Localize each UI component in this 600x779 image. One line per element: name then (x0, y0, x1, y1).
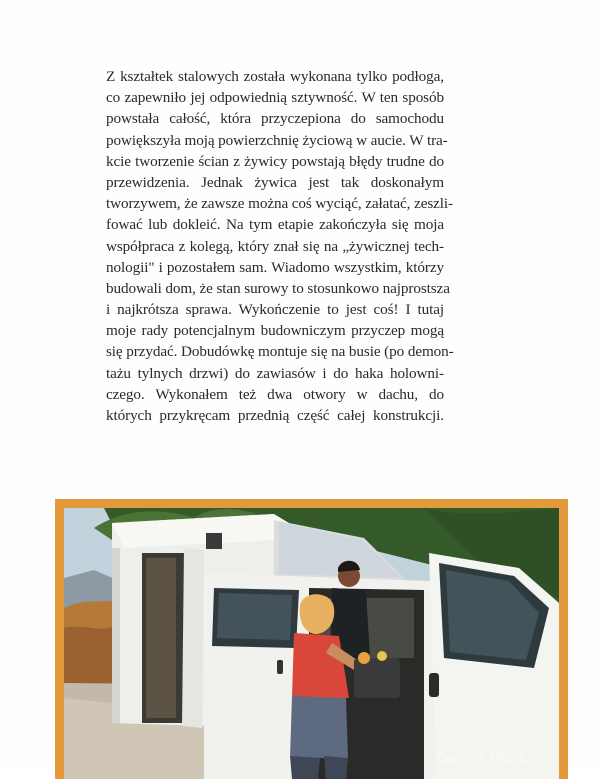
text-line: fować lub dokleić. Na tym etapie zakończyła się moja (106, 216, 444, 234)
van-photo-illustration (64, 508, 559, 779)
text-line: kcie tworzenie ścian z żywicy powstają błędy trudne do (106, 152, 444, 170)
text-line: się przydać. Dobudówkę montuje się na busie (po demon- (106, 343, 454, 361)
text-line: moje rady potencjalnym budowniczym przyczep mogą (106, 322, 444, 340)
text-line: powiększyła moją powierzchnię życiową w aucie. W tra- (106, 131, 448, 149)
text-line: współpraca z kolegą, który znał się na „żywicznej tech- (106, 237, 444, 255)
van-photo (64, 508, 559, 779)
text-line: tworzywem, że zawsze można coś wyciąć, załatać, zeszli- (106, 195, 453, 213)
text-line: przewidzenia. Jednak żywica jest tak doskonałym (106, 173, 444, 191)
watermark-text: Galeria Mordor (436, 749, 537, 765)
photo-frame (55, 499, 568, 779)
text-line: Z kształtek stalowych została wykonana tylko podłoga, (106, 68, 444, 85)
text-line: których przykręcam przednią część całej konstrukcji. (106, 407, 444, 424)
text-line: budowali dom, że stan surowy to stosunkowo najprostsza (106, 279, 450, 297)
text-line: co zapewniło jej odpowiednią sztywność. W ten sposób (106, 89, 444, 107)
text-line: tażu tylnych drzwi) do zawiasów i do haka holowni- (106, 364, 444, 382)
text-line: czego. Wykonałem też dwa otwory w dachu, do (106, 385, 444, 403)
text-line: i najkrótsza sprawa. Wykończenie to jest coś! I tutaj (106, 301, 444, 319)
text-line: nologii" i pozostałem sam. Wiadomo wszystkim, którzy (106, 258, 444, 276)
text-line: powstała całość, która przyczepiona do samochodu (106, 110, 444, 128)
article-body (106, 66, 454, 426)
